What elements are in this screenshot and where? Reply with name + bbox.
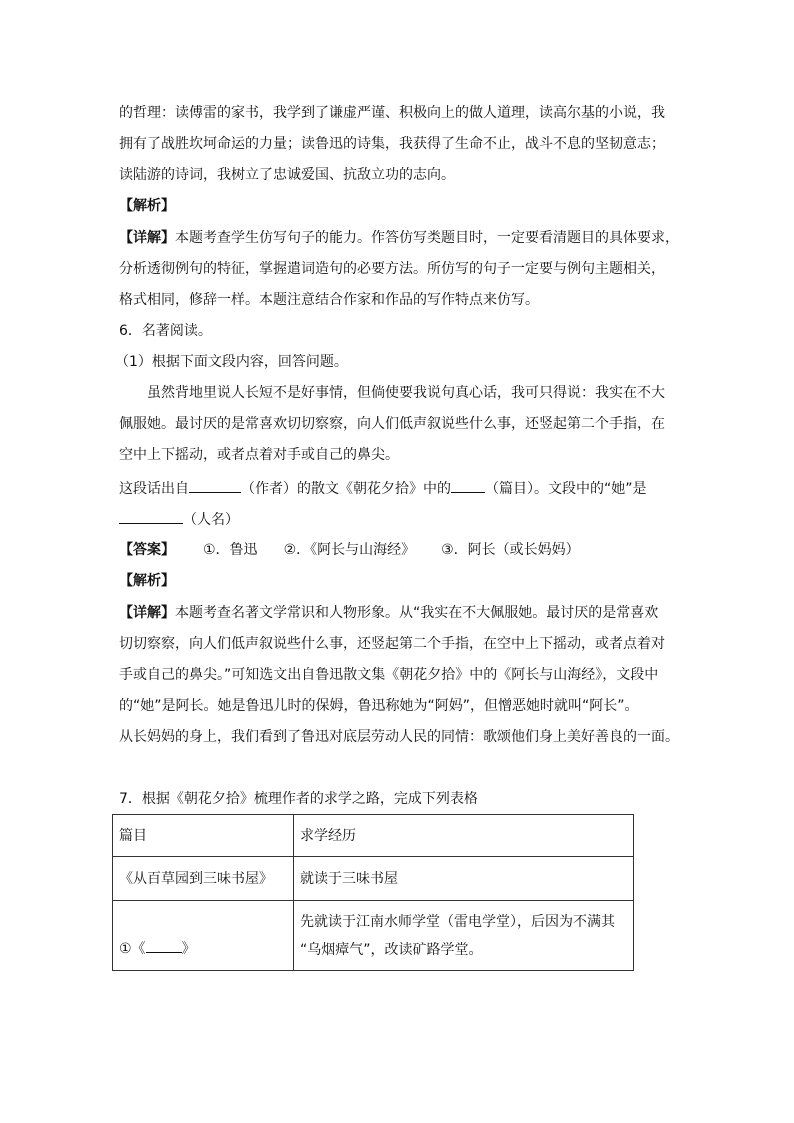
analysis-heading: 【解析】 — [119, 573, 175, 589]
fill-text: （篇目）。文段中的“她”是 — [485, 481, 647, 497]
blank-chapter-title[interactable] — [146, 938, 182, 953]
table-header-row — [113, 815, 634, 857]
blank-chapter[interactable] — [451, 478, 485, 493]
cell-line: “乌烟瘴气”，改读矿路学堂。 — [300, 941, 483, 958]
answer-1: ①．鲁迅 — [203, 542, 258, 558]
detail-line: 格式相同，修辞一样。本题注意结合作家和作品的写作特点来仿写。 — [119, 292, 539, 308]
question-6-title: 6．名著阅读。 — [119, 323, 212, 339]
fill-text: （作者）的散文《朝花夕拾》中的 — [241, 481, 451, 497]
detail-text: 本题考查名著文学常识和人物形象。从“我实在不大佩服她。最讨厌的是常喜欢 — [175, 605, 659, 621]
detail-line: 切切察察，向人们低声叙说些什么事，还竖起第二个手指，在空中上下摇动，或者点着对 — [119, 636, 665, 652]
detail-line — [119, 228, 679, 248]
table-header-cell: 求学经历 — [294, 815, 634, 857]
table-row — [113, 901, 634, 971]
answer-tag: 【答案】 — [119, 542, 175, 558]
cell-suffix: 》 — [181, 941, 196, 957]
detail-tag: 【详解】 — [119, 230, 175, 246]
fill-text: 这段话出自 — [119, 481, 189, 497]
fill-text: （人名） — [183, 512, 239, 528]
detail-line — [119, 603, 658, 623]
table-cell — [294, 901, 634, 971]
paragraph-line: 读陆游的诗词，我树立了忠诚爱国、抗敌立功的志向。 — [119, 167, 455, 183]
paragraph-line: 拥有了战胜坎坷命运的力量；读鲁迅的诗集，我获得了生命不止，战斗不息的坚韧意志； — [119, 136, 665, 152]
answer-2: ②．《阿长与山海经》 — [283, 542, 416, 558]
detail-text: 本题考查学生仿写句子的能力。作答仿写类题目时，一定要看清题目的具体要求， — [175, 230, 679, 246]
blank-person[interactable] — [119, 509, 183, 524]
detail-line: 手或自己的鼻尖。”可知选文出自鲁迅散文集《朝花夕拾》中的《阿长与山海经》，文段中 — [119, 667, 659, 683]
table-header-cell: 篇目 — [113, 815, 294, 857]
detail-line: 的“她”是阿长。她是鲁迅儿时的保姆，鲁迅称她为“阿妈”，但憎恶她时就叫“阿长”。 — [119, 698, 639, 714]
cell-line: 先就读于江南水师学堂（雷电学堂），后因为不满其 — [300, 913, 615, 930]
detail-line: 分析透彻例句的特征，掌握遣词造句的必要方法。所仿写的句子一定要与例句主题相关， — [119, 261, 665, 277]
fill-blank-line — [119, 478, 647, 499]
question-6-sub-1: （1）根据下面文段内容，回答问题。 — [115, 354, 348, 370]
cell-prefix: ①《 — [119, 941, 146, 957]
passage-line: 虽然背地里说人长短不是好事情，但倘使要我说句真心话，我可只得说：我实在不大 — [147, 385, 665, 401]
table-cell — [113, 901, 294, 971]
question-7-title: 7．根据《朝花夕拾》梳理作者的求学之路，完成下列表格 — [119, 791, 478, 807]
table-cell: 《从百草园到三味书屋》 — [113, 857, 294, 901]
table-cell: 就读于三味书屋 — [294, 857, 634, 901]
analysis-heading: 【解析】 — [119, 198, 175, 214]
study-path-table — [112, 814, 634, 971]
passage-line: 空中上下摇动，或者点着对手或自己的鼻尖。 — [119, 447, 399, 463]
answer-3: ③．阿长（或长妈妈） — [441, 542, 580, 558]
passage-line: 佩服她。最讨厌的是常喜欢切切察察，向人们低声叙说些什么事，还竖起第二个手指，在 — [119, 416, 665, 432]
paragraph-line: 的哲理：读傅雷的家书，我学到了谦虚严谨、积极向上的做人道理，读高尔基的小说，我 — [119, 105, 665, 121]
blank-author[interactable] — [189, 478, 241, 493]
detail-line: 从长妈妈的身上，我们看到了鲁迅对底层劳动人民的同情：歌颂他们身上美好善良的一面。 — [119, 729, 679, 745]
answer-line — [119, 540, 580, 560]
detail-tag: 【详解】 — [119, 605, 175, 621]
fill-blank-line — [119, 509, 239, 530]
table-row — [113, 857, 634, 901]
